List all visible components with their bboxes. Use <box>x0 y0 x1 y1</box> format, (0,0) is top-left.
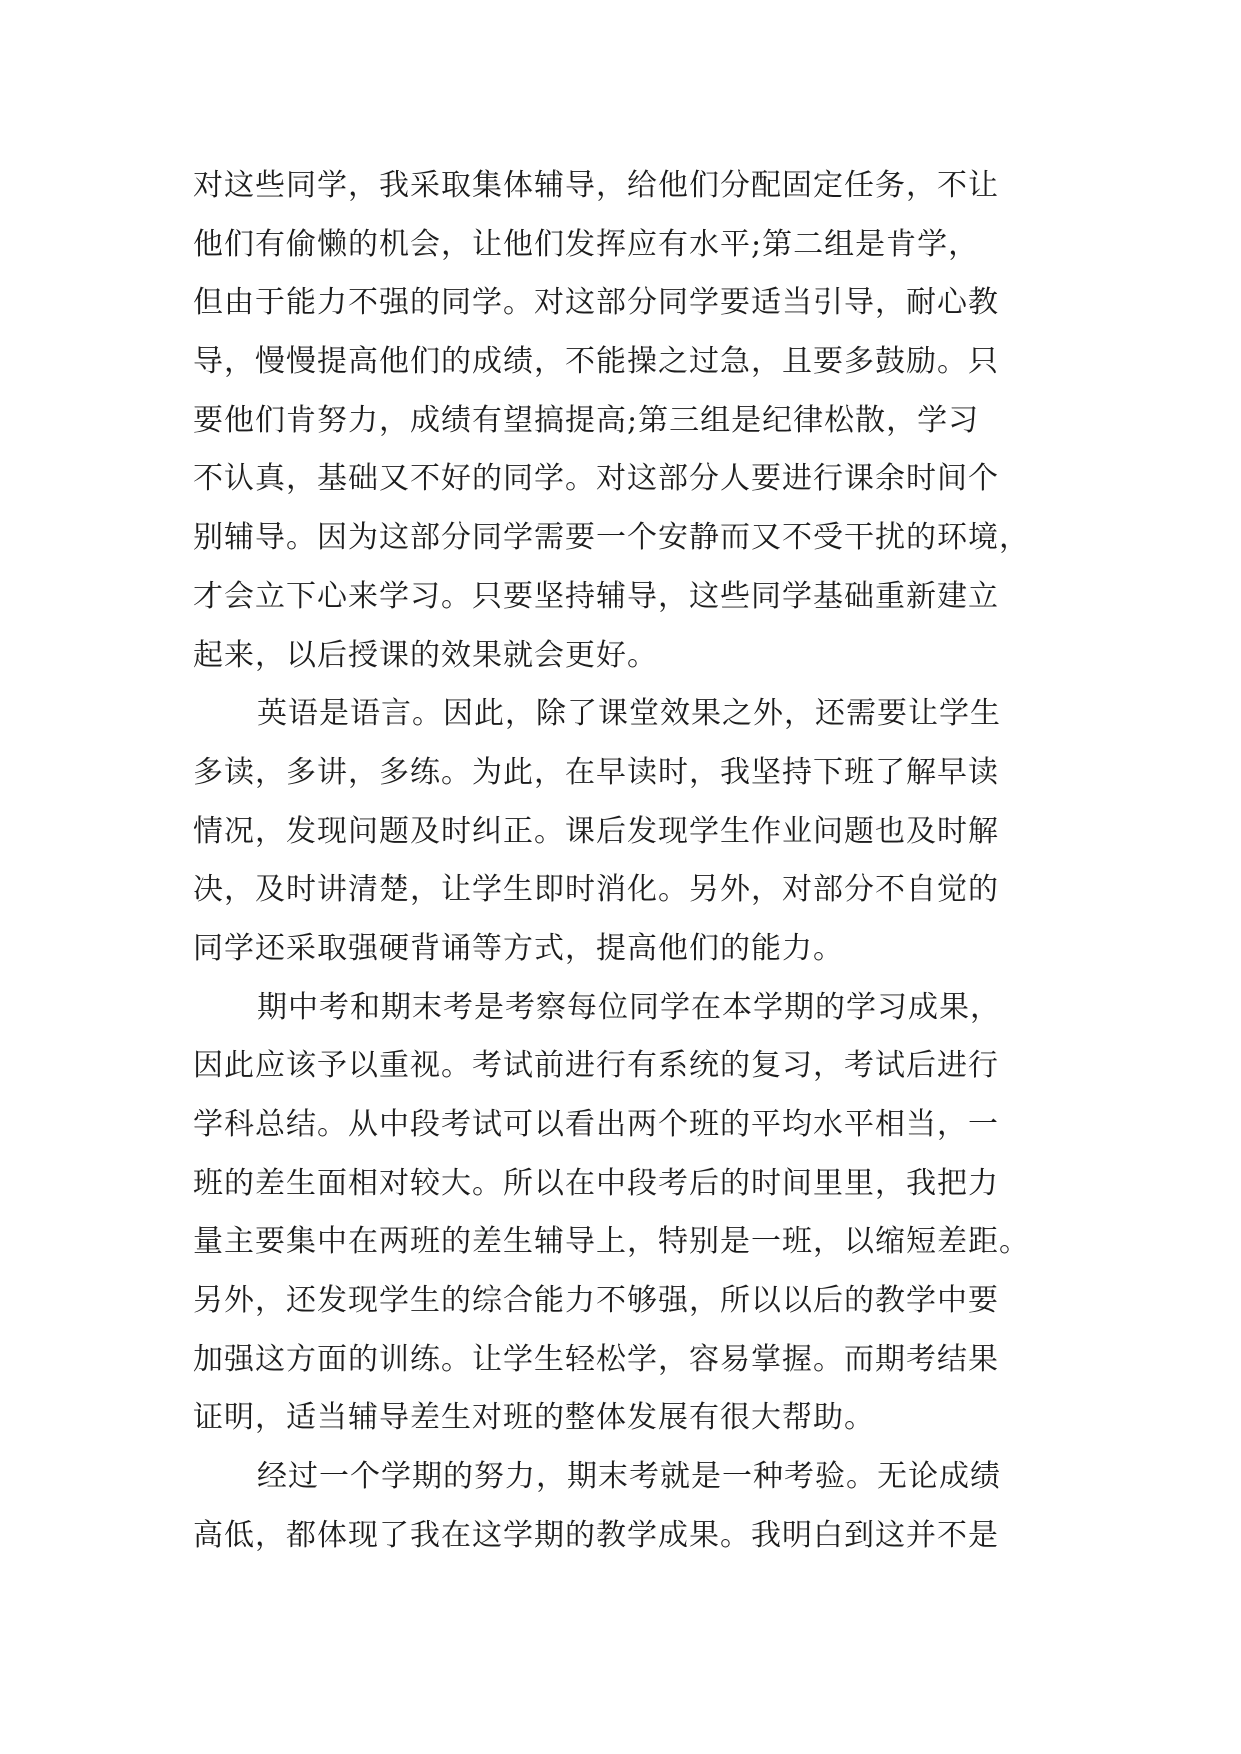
paragraph-start-line: 经过一个学期的努力，期末考就是一种考验。无论成绩 <box>257 1459 1001 1495</box>
text-line: 对这些同学，我采取集体辅导，给他们分配固定任务，不让 <box>193 168 999 203</box>
text-line: 别辅导。因为这部分同学需要一个安静而又不受干扰的环境， <box>193 520 1030 556</box>
text-line: 证明，适当辅导差生对班的整体发展有很大帮助。 <box>193 1400 875 1436</box>
text-line: 导，慢慢提高他们的成绩，不能操之过急，且要多鼓励。只 <box>193 344 999 380</box>
document-body <box>193 157 1053 1566</box>
text-line: 但由于能力不强的同学。对这部分同学要适当引导，耐心教 <box>193 285 999 321</box>
text-line: 加强这方面的训练。让学生轻松学，容易掌握。而期考结果 <box>193 1341 999 1377</box>
text-line: 多读，多讲，多练。为此，在早读时，我坚持下班了解早读 <box>193 754 999 790</box>
text-line: 他们有偷懒的机会，让他们发挥应有水平;第二组是肯学， <box>193 226 980 262</box>
text-line: 才会立下心来学习。只要坚持辅导，这些同学基础重新建立 <box>193 578 999 614</box>
text-line: 学科总结。从中段考试可以看出两个班的平均水平相当，一 <box>193 1107 999 1142</box>
text-line: 因此应该予以重视。考试前进行有系统的复习，考试后进行 <box>193 1048 999 1084</box>
paragraph-start-line: 期中考和期末考是考察每位同学在本学期的学习成果， <box>257 989 1001 1025</box>
text-line: 同学还采取强硬背诵等方式，提高他们的能力。 <box>193 930 844 966</box>
text-line: 量主要集中在两班的差生辅导上，特别是一班，以缩短差距。 <box>193 1224 1030 1260</box>
text-line: 起来，以后授课的效果就会更好。 <box>193 637 658 673</box>
text-line: 班的差生面相对较大。所以在中段考后的时间里里，我把力 <box>193 1165 999 1201</box>
text-line: 另外，还发现学生的综合能力不够强，所以以后的教学中要 <box>193 1283 999 1319</box>
text-line: 不认真，基础又不好的同学。对这部分人要进行课余时间个 <box>193 461 999 497</box>
paragraph-start-line: 英语是语言。因此，除了课堂效果之外，还需要让学生 <box>257 696 1001 732</box>
text-line: 高低，都体现了我在这学期的教学成果。我明白到这并不是 <box>193 1517 999 1553</box>
text-line: 要他们肯努力，成绩有望搞提高;第三组是纪律松散，学习 <box>193 402 980 438</box>
text-line: 决，及时讲清楚，让学生即时消化。另外，对部分不自觉的 <box>193 872 999 908</box>
text-line: 情况，发现问题及时纠正。课后发现学生作业问题也及时解 <box>193 813 999 849</box>
